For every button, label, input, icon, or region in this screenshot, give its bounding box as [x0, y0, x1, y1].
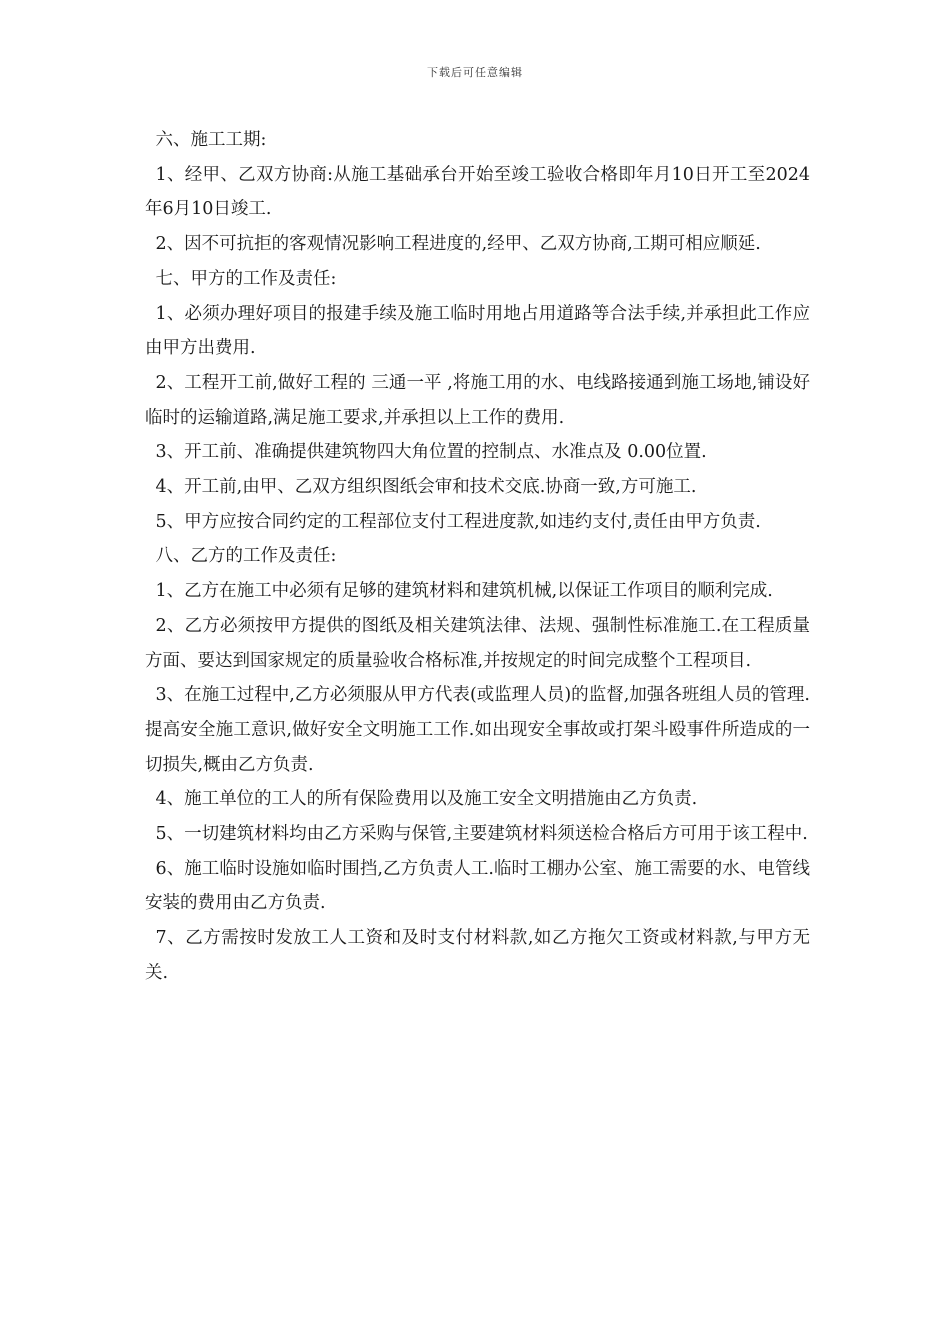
paragraph: 5、一切建筑材料均由乙方采购与保管,主要建筑材料须送检合格后方可用于该工程中.: [155, 824, 808, 845]
paragraph: 1、必须办理好项目的报建手续及施工临时用地占用道路等合法手续,并承担此工作应由甲方出费用.: [145, 303, 810, 359]
paragraph: 2、因不可抗拒的客观情况影响工程进度的,经甲、乙双方协商,工期可相应顺延.: [155, 234, 761, 255]
paragraph: 3、在施工过程中,乙方必须服从甲方代表(或监理人员)的监督,加强各班组人员的管理.提高安全施工意识,做好安全文明施工工作.如出现安全事故或打架斗殴事件所造成的一切损失,概由乙方负责.: [145, 685, 810, 775]
section-heading-six: 六、施工工期:: [155, 130, 267, 150]
paragraph: 1、乙方在施工中必须有足够的建筑材料和建筑机械,以保证工作项目的顺利完成.: [155, 581, 773, 602]
document-body: [145, 123, 810, 991]
paragraph: 2、乙方必须按甲方提供的图纸及相关建筑法律、法规、强制性标准施工.在工程质量方面、要达到国家规定的质量验收合格标准,并按规定的时间完成整个工程项目.: [145, 615, 810, 671]
paragraph: 5、甲方应按合同约定的工程部位支付工程进度款,如违约支付,责任由甲方负责.: [155, 511, 761, 532]
page-header: 下载后可任意编辑: [427, 66, 523, 79]
paragraph: 3、开工前、准确提供建筑物四大角位置的控制点、水准点及 0.00位置.: [155, 442, 707, 463]
paragraph: 4、施工单位的工人的所有保险费用以及施工安全文明措施由乙方负责.: [155, 789, 698, 810]
paragraph: 4、开工前,由甲、乙双方组织图纸会审和技术交底.协商一致,方可施工.: [155, 477, 697, 498]
paragraph: 2、工程开工前,做好工程的 三通一平 ,将施工用的水、电线路接通到施工场地,铺设好临时的运输道路,满足施工要求,并承担以上工作的费用.: [145, 372, 810, 428]
section-heading-eight: 八、乙方的工作及责任:: [155, 546, 337, 567]
paragraph: 1、经甲、乙双方协商:从施工基础承台开始至竣工验收合格即年月10日开工至2024年6月10日竣工.: [145, 164, 810, 220]
paragraph: 6、施工临时设施如临时围挡,乙方负责人工.临时工棚办公室、施工需要的水、电管线安装的费用由乙方负责.: [145, 858, 810, 914]
paragraph: 7、乙方需按时发放工人工资和及时支付材料款,如乙方拖欠工资或材料款,与甲方无关.: [145, 928, 810, 983]
section-heading-seven: 七、甲方的工作及责任:: [155, 268, 337, 289]
